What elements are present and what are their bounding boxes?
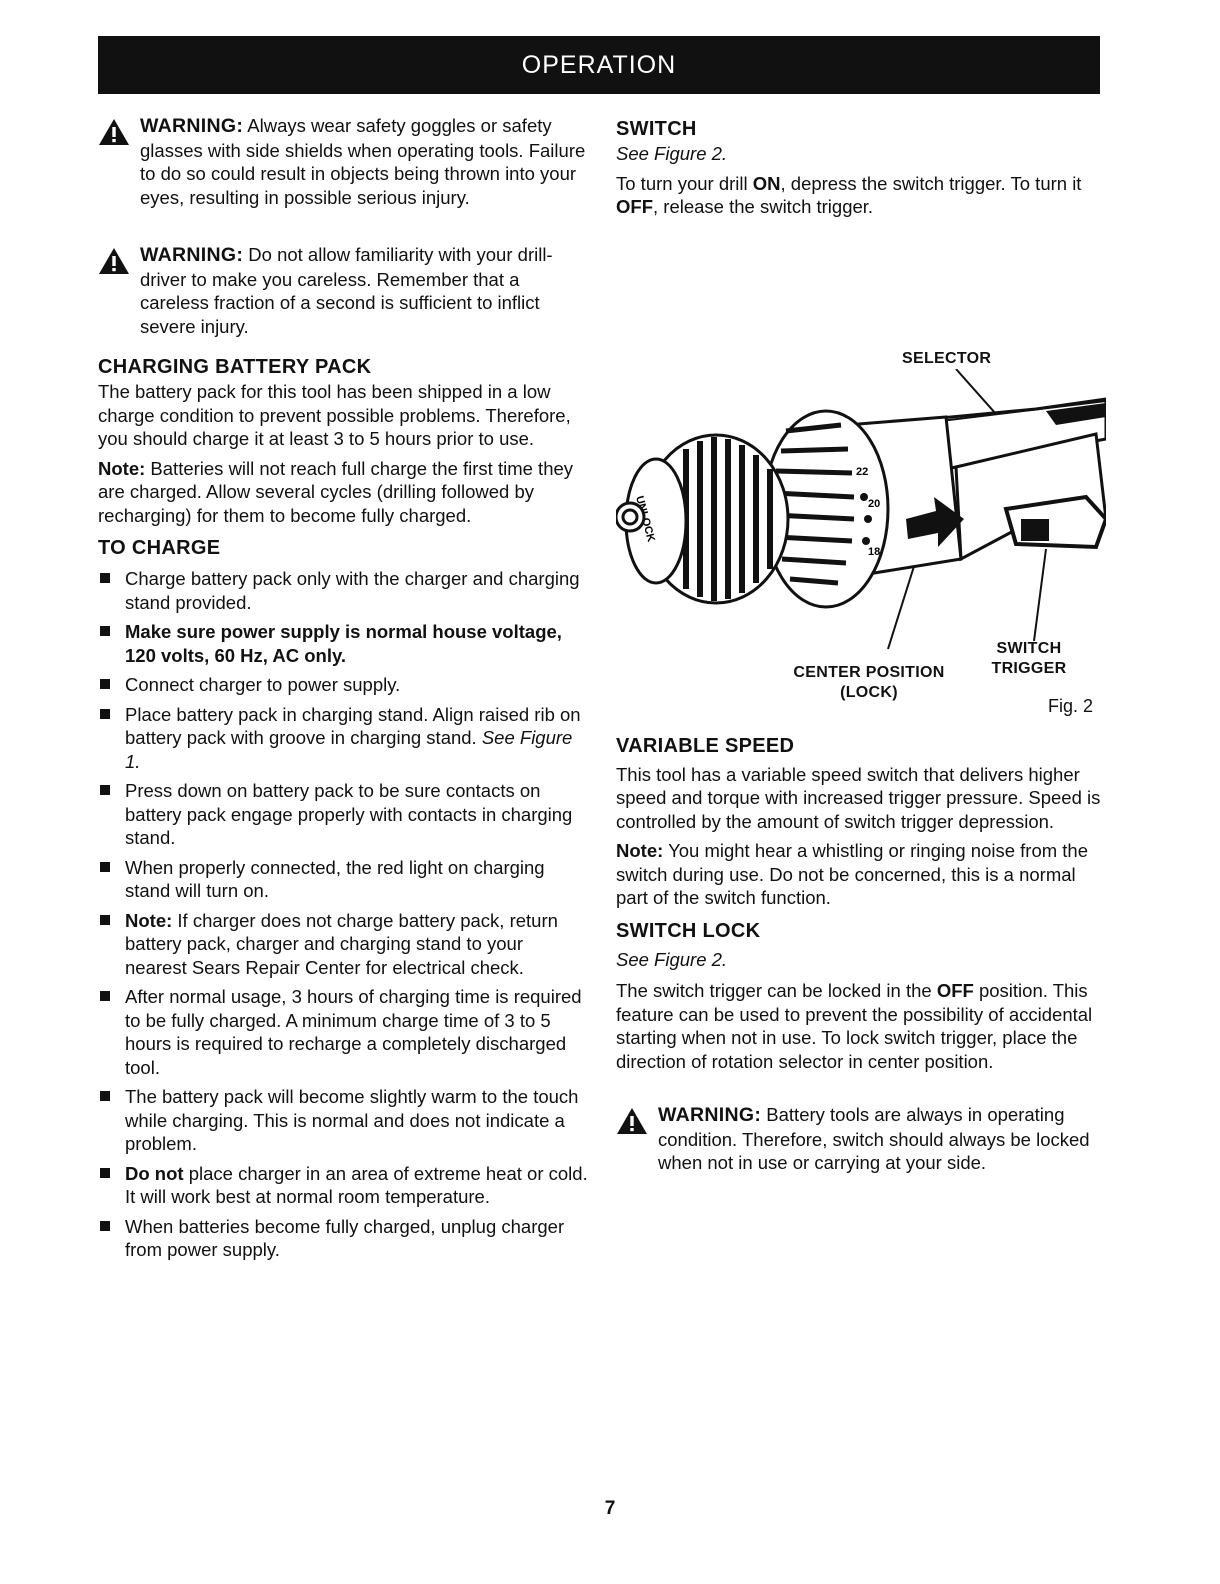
left-column [98, 114, 588, 1268]
list-item: When properly connected, the red light on charging stand will turn on. [98, 856, 588, 903]
warning-label: WARNING: [140, 244, 244, 266]
page-number: 7 [604, 1498, 616, 1519]
warning-familiarity [98, 243, 588, 338]
note-text: You might hear a whistling or ringing noise from the switch during use. Do not be concerned, this is a normal part of the switch function. [616, 840, 1089, 908]
drill-illustration [616, 369, 1106, 669]
charging-note [98, 457, 588, 528]
switch-heading: SWITCH [616, 118, 697, 140]
warning-label: WARNING: [658, 1104, 762, 1126]
bullet-icon [100, 573, 110, 583]
list-item: After normal usage, 3 hours of charging time is required to be fully charged. A minimum charge time of 3 to 5 hours is required to recharge a completely discharged tool. [98, 985, 588, 1079]
list-item: The battery pack will become slightly warm to the touch while charging. This is normal and does not indicate a problem. [98, 1085, 588, 1156]
bullet-icon [100, 785, 110, 795]
clutch-number: 22 [856, 465, 869, 478]
list-item: Make sure power supply is normal house voltage, 120 volts, 60 Hz, AC only. [98, 620, 588, 667]
bullet-icon [100, 709, 110, 719]
warning-safety-goggles [98, 114, 588, 209]
warning-text: Battery tools are always in operating condition. Therefore, switch should always be locked when not in use or carrying at your side. [658, 1104, 1090, 1173]
center-position-label: CENTER POSITION (LOCK) [793, 663, 945, 701]
charging-body: The battery pack for this tool has been shipped in a low charge condition to prevent possible problems. Therefore, you should charge it at least 3 to 5 hours prior to use. [98, 381, 571, 449]
section-banner [98, 36, 1100, 94]
warning-icon [98, 247, 130, 275]
clutch-number: 18 [868, 545, 881, 558]
bullet-icon [100, 1221, 110, 1231]
warning-icon [98, 118, 130, 146]
section-title: OPERATION [521, 50, 677, 79]
figure-reference: See Figure 1. [125, 727, 573, 772]
to-charge-heading: TO CHARGE [98, 537, 221, 559]
list-item: Connect charger to power supply. [98, 673, 588, 697]
warning-text: Always wear safety goggles or safety glasses with side shields when operating tools. Failure to do so could result in objects being thrown into your eyes, resulting in possible serious injury. [140, 115, 586, 208]
warning-label: WARNING: [140, 115, 244, 137]
warning-text: Do not allow familiarity with your drill-driver to make you careless. Remember that a careless fraction of a second is sufficient to inflict severe injury. [140, 244, 553, 337]
switch-lock-heading: SWITCH LOCK [616, 919, 761, 942]
switch-body: To turn your drill ON, depress the switch trigger. To turn it OFF, release the switch trigger. [616, 172, 1082, 217]
figure-reference: See Figure 2. [616, 948, 728, 970]
list-item: Press down on battery pack to be sure contacts on battery pack engage properly with contacts in charging stand. [98, 779, 588, 850]
bullet-icon [100, 915, 110, 925]
figure-reference: See Figure 2. [616, 143, 728, 164]
warning-battery-tools [616, 1103, 1106, 1175]
switch-trigger-label: SWITCH TRIGGER [991, 639, 1067, 677]
switch-lock-body: The switch trigger can be locked in the OFF position. This feature can be used to prevent the possibility of accidental starting when not in use. To lock switch trigger, place the direction of rotation selector in center position. [616, 980, 1093, 1072]
to-charge-list [98, 567, 588, 1262]
charging-heading: CHARGING BATTERY PACK [98, 356, 372, 378]
bullet-icon [100, 862, 110, 872]
bullet-icon [100, 991, 110, 1001]
bullet-icon [100, 626, 110, 636]
list-item: Charge battery pack only with the charger and charging stand provided. [98, 567, 588, 614]
variable-speed-note [616, 839, 1106, 910]
variable-speed-heading: VARIABLE SPEED [616, 734, 795, 757]
note-label: Note: [616, 840, 664, 861]
note-label: Note: [98, 457, 146, 479]
bullet-icon [100, 1168, 110, 1178]
figure-2 [616, 219, 1106, 716]
list-item: When batteries become fully charged, unplug charger from power supply. [98, 1215, 588, 1262]
note-text: Batteries will not reach full charge the first time they are charged. Allow several cycles (drilling followed by recharging) for them to become fully charged. [98, 457, 574, 526]
list-item: Do not place charger in an area of extreme heat or cold. It will work best at normal room temperature. [98, 1162, 588, 1209]
selector-label: SELECTOR [902, 349, 992, 367]
right-column [616, 116, 1106, 1175]
bullet-icon [100, 1091, 110, 1101]
figure-number: Fig. 2 [1048, 695, 1094, 716]
variable-speed-body: This tool has a variable speed switch that delivers higher speed and torque with increased trigger pressure. Speed is controlled by the amount of switch trigger depression. [616, 763, 1101, 832]
clutch-number: 20 [868, 497, 881, 510]
list-item: Place battery pack in charging stand. Align raised rib on battery pack with groove in charging stand. See Figure 1. [98, 703, 588, 774]
list-item: Note: If charger does not charge battery pack, return battery pack, charger and charging stand to your nearest Sears Repair Center for electrical check. [98, 909, 588, 980]
bullet-icon [100, 679, 110, 689]
warning-icon [616, 1107, 648, 1135]
